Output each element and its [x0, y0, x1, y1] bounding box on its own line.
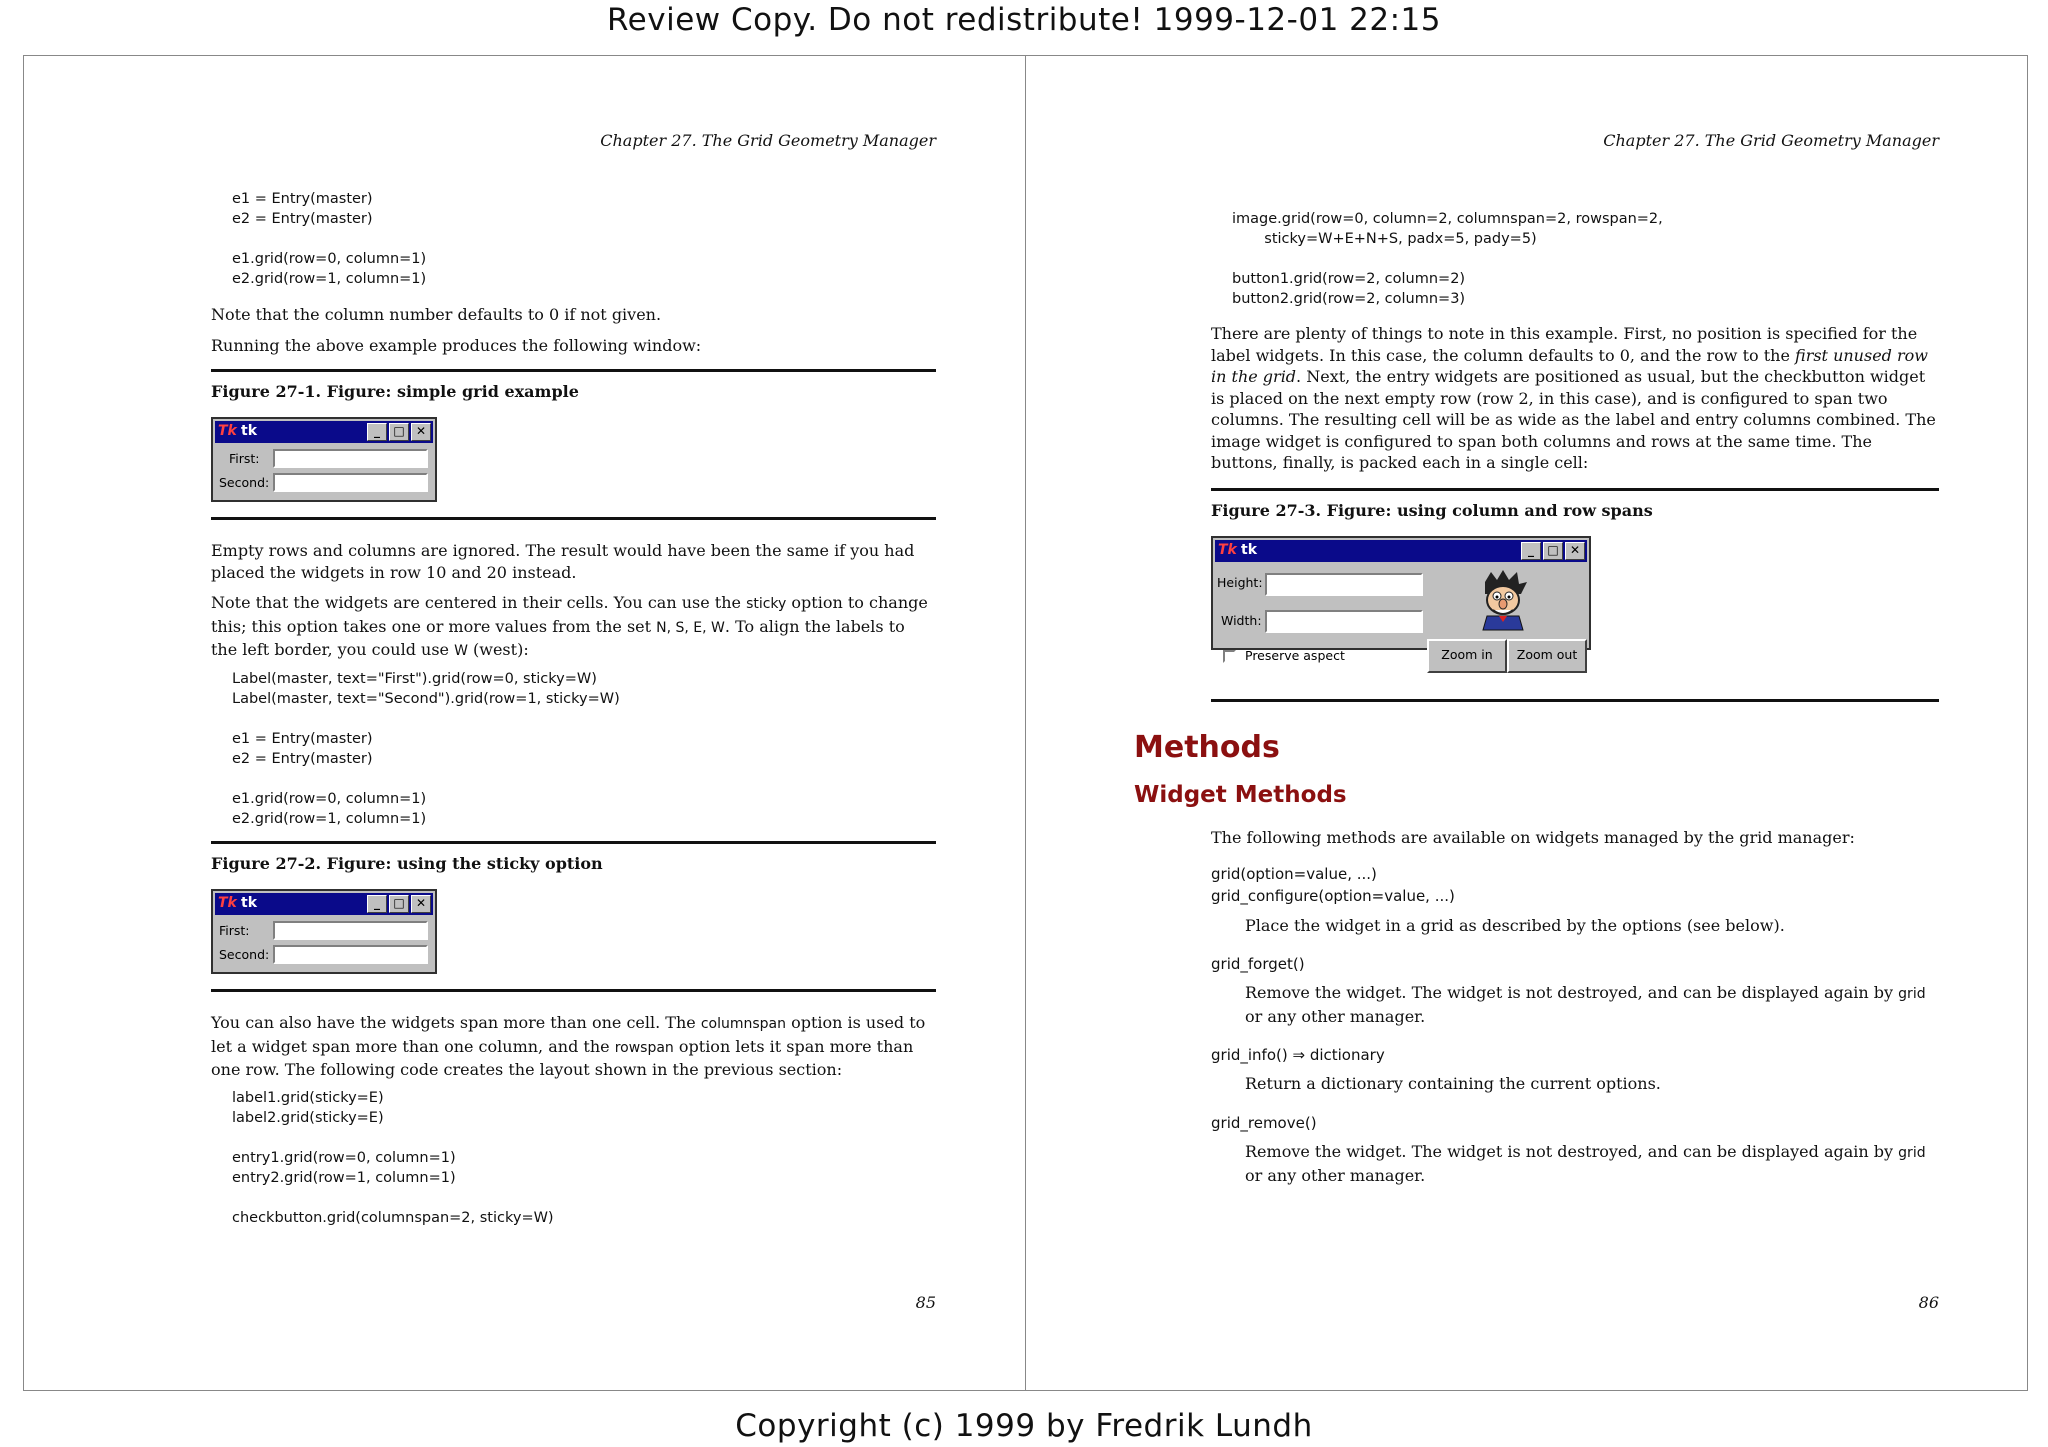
tk-logo-icon: Tk [1218, 542, 1237, 558]
maximize-icon[interactable]: □ [1543, 542, 1563, 560]
text: or any other manager. [1245, 1006, 1426, 1026]
paragraph-note [1211, 323, 1941, 474]
text: option to change this; this option takes one or more values from the set [211, 593, 928, 636]
minimize-icon[interactable]: _ [1521, 542, 1541, 560]
copyright-banner: Copyright (c) 1999 by Fredrik Lundh [735, 1408, 1313, 1444]
inline-code: rowspan [614, 1039, 674, 1056]
zoom-out-button[interactable]: Zoom out [1507, 639, 1587, 673]
text: (west): [467, 640, 529, 659]
method-signature: grid_info() ⇒ dictionary [1211, 1046, 1385, 1064]
code-block: image.grid(row=0, column=2, columnspan=2, rowspan=2, sticky=W+E+N+S, padx=5, pady=5) button1.grid(row=2, column=2) button2.grid(row=2, column=3) [1232, 211, 1663, 307]
tk-window-figure-2 [211, 889, 437, 974]
tk-window-title: tk [241, 895, 258, 911]
figure-title: Figure 27-1. Figure: simple grid example [211, 382, 579, 401]
text: There are plenty of things to note in this example. First, no position is specified for the label widgets. In this case, the column defaults to 0, and the row to the [1211, 324, 1918, 365]
entry-height[interactable] [1265, 573, 1423, 596]
tk-window-title: tk [1241, 542, 1258, 558]
text: Remove the widget. The widget is not destroyed, and can be displayed again by [1245, 983, 1899, 1002]
entry-second[interactable] [273, 945, 428, 964]
text: You can also have the widgets span more than one cell. The [211, 1013, 701, 1032]
inline-code: columnspan [700, 1016, 786, 1032]
entry-second[interactable] [273, 473, 428, 492]
figure-rule-top [211, 841, 936, 844]
method-signature: grid_remove() [1211, 1114, 1317, 1132]
text: Remove the widget. The widget is not destroyed, and can be displayed again by [1245, 1142, 1899, 1161]
label-second: Second: [219, 947, 270, 962]
subsection-heading-widget-methods: Widget Methods [1134, 782, 1347, 808]
label-width: Width: [1221, 613, 1262, 628]
close-icon[interactable]: ✕ [411, 423, 431, 441]
cartoon-character-image [1471, 568, 1535, 632]
text: . Next, the entry widgets are positioned as usual, but the checkbutton widget is placed on the next empty row (row 2, in this case), and is configured to span two columns. The resulting cell will be as wide as the label and entry columns combined. The image widget is configured to span both columns and rows at the same time. The buttons, finally, is packed each in a single cell: [1211, 367, 1936, 472]
method-description: Return a dictionary containing the current options. [1245, 1074, 1661, 1093]
tk-logo-icon: Tk [218, 895, 237, 911]
tk-window-figure-1 [211, 417, 437, 502]
text: or any other manager. [1245, 1165, 1426, 1185]
inline-code: grid [1898, 986, 1926, 1002]
method-description [1245, 1141, 1945, 1186]
running-head: Chapter 27. The Grid Geometry Manager [600, 131, 936, 150]
figure-rule-top [211, 369, 936, 372]
emphasis: first unused row in the grid [1211, 345, 1928, 386]
label-first: First: [219, 923, 250, 938]
text: option lets it span more than one row. The following code creates the layout shown in the previous section: [211, 1036, 914, 1079]
entry-first[interactable] [273, 449, 428, 468]
tk-titlebar [215, 421, 433, 443]
tk-window-figure-3 [1211, 536, 1591, 663]
right-page [1026, 55, 2028, 1391]
paragraph: Running the above example produces the following window: [211, 336, 702, 355]
page-number: 85 [915, 1293, 936, 1312]
figure-rule-bottom [211, 989, 936, 992]
checkbox-label: Preserve aspect [1245, 648, 1345, 663]
inline-code: sticky [746, 596, 787, 612]
text: option is used to let a widget span more than one column, and the [211, 1013, 926, 1056]
maximize-icon[interactable]: □ [389, 895, 409, 913]
inline-code: grid [1898, 1145, 1926, 1161]
paragraph: Empty rows and columns are ignored. The result would have been the same if you had placed the widgets in row 10 and 20 instead. [211, 541, 915, 582]
checkbox-preserve-aspect[interactable] [1223, 650, 1236, 663]
text: . To align the labels to the left border, you could use [211, 616, 905, 659]
code-block: e1 = Entry(master) e2 = Entry(master) e1.grid(row=0, column=1) e2.grid(row=1, column=1) [232, 191, 427, 287]
figure-title: Figure 27-2. Figure: using the sticky option [211, 854, 603, 873]
close-icon[interactable]: ✕ [411, 895, 431, 913]
entry-width[interactable] [1265, 610, 1423, 633]
method-signature: grid_forget() [1211, 955, 1305, 973]
method-signature: grid(option=value, ...) grid_configure(option=value, ...) [1211, 865, 1455, 905]
figure-rule-bottom [1211, 699, 1939, 702]
entry-first[interactable] [273, 921, 428, 940]
paragraph: The following methods are available on widgets managed by the grid manager: [1211, 828, 1855, 847]
method-description: Place the widget in a grid as described by the options (see below). [1245, 916, 1785, 935]
minimize-icon[interactable]: _ [367, 895, 387, 913]
inline-code: W [454, 643, 468, 659]
left-page [23, 55, 1025, 1391]
paragraph: Note that the column number defaults to 0 if not given. [211, 305, 662, 324]
figure-rule-bottom [211, 517, 936, 520]
section-heading-methods: Methods [1134, 730, 1280, 765]
review-copy-banner: Review Copy. Do not redistribute! 1999-12-01 22:15 [607, 2, 1441, 38]
paragraph-sticky [211, 592, 936, 663]
zoom-in-button[interactable]: Zoom in [1427, 639, 1507, 673]
minimize-icon[interactable]: _ [367, 423, 387, 441]
label-height: Height: [1217, 575, 1263, 590]
figure-title: Figure 27-3. Figure: using column and row spans [1211, 501, 1653, 520]
label-second: Second: [219, 475, 270, 490]
paragraph-span [211, 1012, 936, 1081]
page-number: 86 [1918, 1293, 1939, 1312]
method-description [1245, 982, 1945, 1027]
figure-rule-top [1211, 488, 1939, 491]
label-first: First: [229, 451, 260, 466]
code-block: Label(master, text="First").grid(row=0, sticky=W) Label(master, text="Second").grid(row=1, sticky=W) e1 = Entry(master) e2 = Entry(master) e1.grid(row=0, column=1) e2.grid(row=1, column=1) [232, 671, 620, 827]
text: Note that the widgets are centered in their cells. You can use the [211, 593, 747, 612]
close-icon[interactable]: ✕ [1565, 542, 1585, 560]
running-head: Chapter 27. The Grid Geometry Manager [1603, 131, 1939, 150]
tk-window-title: tk [241, 423, 258, 439]
code-block: label1.grid(sticky=E) label2.grid(sticky=E) entry1.grid(row=0, column=1) entry2.grid(row=1, column=1) checkbutton.grid(columnspan=2, sticky=W) [232, 1090, 554, 1226]
inline-code: N, S, E, W [656, 619, 725, 636]
tk-titlebar [1215, 540, 1587, 562]
tk-titlebar [215, 893, 433, 915]
maximize-icon[interactable]: □ [389, 423, 409, 441]
tk-logo-icon: Tk [218, 423, 237, 439]
